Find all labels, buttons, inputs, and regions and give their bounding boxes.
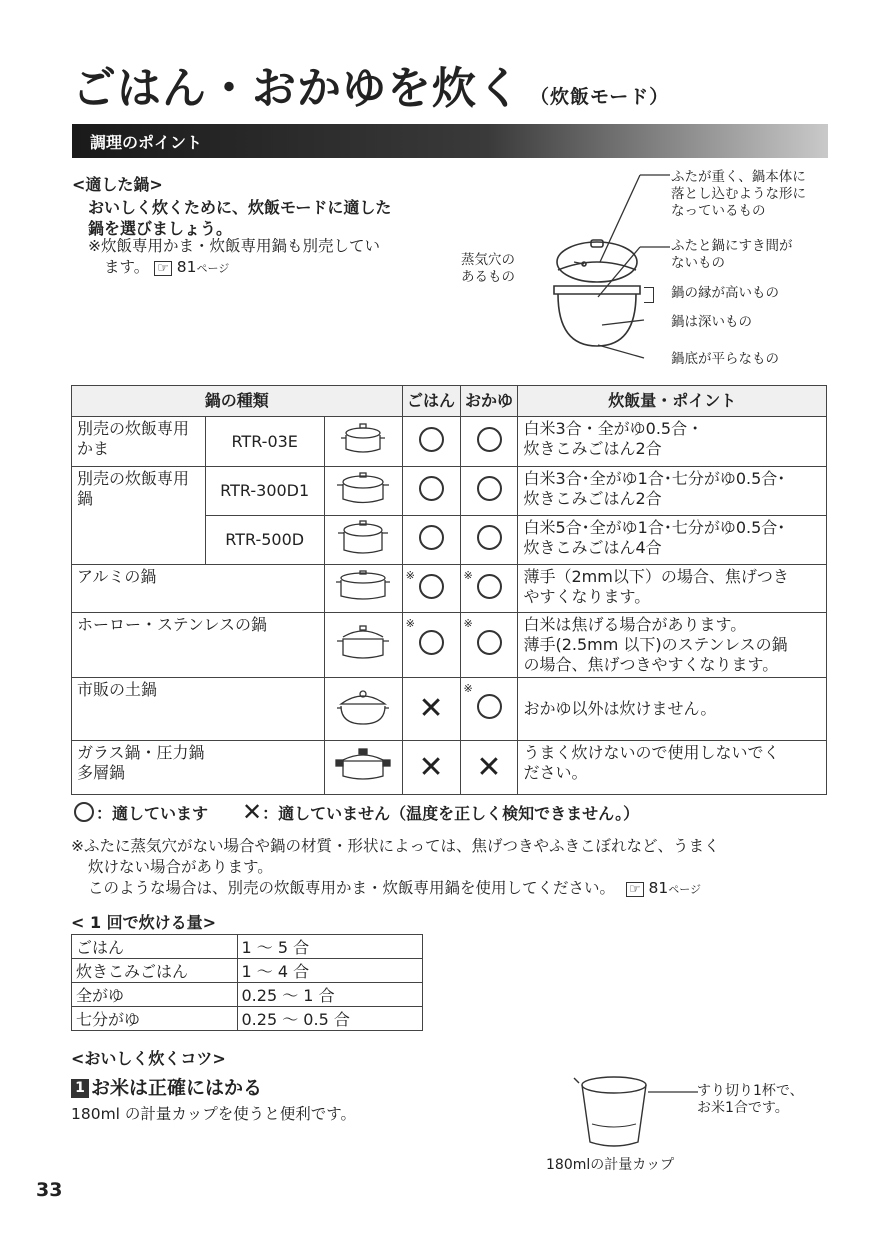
header-porridge: おかゆ xyxy=(460,386,518,417)
table-row xyxy=(72,417,827,467)
porridge-note: ※ xyxy=(463,569,473,582)
points-cell xyxy=(518,741,827,795)
suitable-circle-icon xyxy=(419,574,444,599)
cup-label-line-1: すり切り1杯で、 xyxy=(697,1083,804,1099)
label-steam-hole-line-1: 蒸気穴の xyxy=(461,252,515,268)
capacity-amount: 1 ～ 5 合 xyxy=(237,935,423,959)
pressure-pot-icon xyxy=(333,746,393,784)
table-row xyxy=(72,613,827,678)
label-steam-hole xyxy=(461,252,515,286)
suitable-pot-lead-2: 鍋を選びましょう。 xyxy=(88,219,233,238)
suitable-pot-note-2 xyxy=(104,257,229,279)
capacity-name: 七分がゆ xyxy=(72,1007,238,1031)
suitable-circle-icon xyxy=(419,476,444,501)
table-row xyxy=(72,565,827,613)
pot-image-cell xyxy=(324,678,402,741)
points-line-2: 炊きこみごはん2合 xyxy=(523,439,662,458)
capacity-name: ごはん xyxy=(72,935,238,959)
section-bar-label: 調理のポイント xyxy=(90,133,203,152)
points-cell xyxy=(518,467,827,516)
table-row xyxy=(72,1007,423,1031)
legend-circle-icon xyxy=(74,802,94,822)
capacity-amount: 0.25 ～ 0.5 合 xyxy=(237,1007,423,1031)
suitable-circle-icon xyxy=(477,574,502,599)
label-no-gap-line-1: ふたと鍋にすき間が xyxy=(671,238,793,254)
page-ref-icon: ☞ xyxy=(154,261,172,276)
capacity-name: 全がゆ xyxy=(72,983,238,1007)
suitable-circle-icon xyxy=(477,476,502,501)
page-ref-icon: ☞ xyxy=(626,882,644,897)
suitable-pot-lead-1: おいしく炊くために、炊飯モードに適した xyxy=(88,198,392,217)
model-cell: RTR-500D xyxy=(205,516,324,565)
porridge-mark-cell xyxy=(460,678,518,741)
table-row xyxy=(72,959,423,983)
page-title xyxy=(72,52,669,116)
cup-label-line-2: お米1合です。 xyxy=(697,1100,789,1116)
points-line-1: 薄手（2mm以下）の場合、焦げつき xyxy=(523,567,789,586)
label-heavy-lid xyxy=(671,169,806,220)
points-line-2: やすくなります。 xyxy=(523,587,651,606)
points-line-1: うまく炊けないので使用しないでく xyxy=(523,743,780,762)
rice-pot-icon xyxy=(333,471,393,507)
rice-note: ※ xyxy=(405,617,415,630)
label-heavy-lid-line-2: 落とし込むような形に xyxy=(671,186,806,202)
pot-type-table xyxy=(71,385,827,795)
porridge-mark-cell xyxy=(460,741,518,795)
table-header-row xyxy=(72,386,827,417)
clay-pot-icon xyxy=(333,686,393,728)
tip-step-1 xyxy=(71,1073,262,1100)
pot-type-cell: 市販の土鍋 xyxy=(72,678,325,741)
pot-type-line-1: 別売の炊飯専用 xyxy=(77,419,190,438)
enamel-pot-icon xyxy=(333,623,393,663)
label-no-gap-line-2: ないもの xyxy=(671,255,725,271)
pot-type-line-2: かま xyxy=(77,439,110,458)
capacity-name: 炊きこみごはん xyxy=(72,959,238,983)
points-line-1: おかゆ以外は炊けません。 xyxy=(523,699,717,718)
ref-page-unit: ページ xyxy=(196,262,230,275)
rice-mark-cell xyxy=(402,678,460,741)
ref-page-number: 81 xyxy=(648,879,669,897)
table-row xyxy=(72,678,827,741)
not-suitable-cross-icon: ✕ xyxy=(476,749,502,785)
porridge-note: ※ xyxy=(463,682,473,695)
footnote-line-3 xyxy=(88,878,701,900)
not-suitable-cross-icon: ✕ xyxy=(418,691,444,726)
step-title: お米は正確にはかる xyxy=(91,1077,263,1099)
label-high-rim: 鍋の縁が高いもの xyxy=(671,285,779,301)
pot-image-cell xyxy=(324,467,402,516)
measuring-cup-icon xyxy=(570,1072,700,1154)
points-cell xyxy=(518,678,827,741)
rice-note: ※ xyxy=(405,569,415,582)
legend-suitable: ：適しています xyxy=(96,803,209,823)
porridge-note: ※ xyxy=(463,617,473,630)
points-line-1: 白米5合･全がゆ1合･七分がゆ0.5合･ xyxy=(523,518,786,537)
pot-image-cell xyxy=(324,516,402,565)
header-rice: ごはん xyxy=(402,386,460,417)
porridge-mark-cell xyxy=(460,516,518,565)
points-cell xyxy=(518,565,827,613)
page-title-text: ごはん・おかゆを炊く xyxy=(72,63,522,114)
page-subtitle: （炊飯モード） xyxy=(530,86,670,108)
porridge-mark-cell xyxy=(460,467,518,516)
suitable-circle-icon xyxy=(477,694,502,719)
pot-image-cell xyxy=(324,417,402,467)
note-2-text: ます。 xyxy=(104,258,150,276)
porridge-mark-cell xyxy=(460,565,518,613)
pot-image-cell xyxy=(324,565,402,613)
suitable-circle-icon xyxy=(477,427,502,452)
ref-page-number: 81 xyxy=(176,258,197,276)
suitable-circle-icon xyxy=(419,427,444,452)
footnote-line-1: ※ふたに蒸気穴がない場合や鍋の材質・形状によっては、焦げつきやふきこぼれなど、うまく xyxy=(71,837,720,855)
porridge-mark-cell xyxy=(460,613,518,678)
pot-type-cell xyxy=(72,467,206,565)
rice-mark-cell xyxy=(402,613,460,678)
points-cell xyxy=(518,516,827,565)
tips-heading: <おいしく炊くコツ> xyxy=(71,1049,226,1068)
suitable-pot-note-1: ※炊飯専用かま・炊飯専用鍋も別売してい xyxy=(88,237,380,255)
pot-type-cell: ホーロー・ステンレスの鍋 xyxy=(72,613,325,678)
label-heavy-lid-line-1: ふたが重く、鍋本体に xyxy=(671,169,806,185)
pot-diagram xyxy=(520,170,680,370)
suitable-pot-heading: <適した鍋> xyxy=(72,175,163,194)
points-cell xyxy=(518,613,827,678)
rice-mark-cell xyxy=(402,565,460,613)
pot-type-cell xyxy=(72,417,206,467)
points-line-3: の場合、焦げつきやすくなります。 xyxy=(523,655,779,674)
pot-image-cell xyxy=(324,741,402,795)
rice-mark-cell xyxy=(402,741,460,795)
rice-mark-cell xyxy=(402,417,460,467)
header-pot-type: 鍋の種類 xyxy=(72,386,403,417)
pot-type-line-1: 別売の炊飯専用 xyxy=(77,469,190,488)
capacity-amount: 1 ～ 4 合 xyxy=(237,959,423,983)
suitable-circle-icon xyxy=(477,525,502,550)
points-line-2: 炊きこみごはん2合 xyxy=(523,489,662,508)
points-line-2: ださい。 xyxy=(523,763,588,782)
legend-not-suitable: ：適していません（温度を正しく検知できません。） xyxy=(262,803,640,823)
label-flat-bottom: 鍋底が平らなもの xyxy=(671,351,779,367)
rice-mark-cell xyxy=(402,516,460,565)
pot-image-cell xyxy=(324,613,402,678)
table-row xyxy=(72,983,423,1007)
footnote-line-2: 炊けない場合があります。 xyxy=(88,858,273,876)
porridge-mark-cell xyxy=(460,417,518,467)
points-line-1: 白米3合･全がゆ1合･七分がゆ0.5合･ xyxy=(523,469,786,488)
header-points: 炊飯量・ポイント xyxy=(518,386,827,417)
pot-type-line-2: 多層鍋 xyxy=(77,763,126,782)
points-line-2: 炊きこみごはん4合 xyxy=(523,538,662,557)
points-cell xyxy=(518,417,827,467)
label-heavy-lid-line-3: なっているもの xyxy=(671,203,766,219)
rice-mark-cell xyxy=(402,467,460,516)
pot-illustration-icon xyxy=(554,240,640,346)
aluminum-pot-icon xyxy=(333,568,393,604)
points-line-1: 白米3合・全がゆ0.5合・ xyxy=(523,419,704,438)
table-row xyxy=(72,467,827,516)
page-number: 33 xyxy=(36,1179,63,1201)
suitable-circle-icon xyxy=(477,630,502,655)
legend-cross-icon: ✕ xyxy=(242,798,263,826)
capacity-heading: < 1 回で炊ける量> xyxy=(71,913,217,932)
ref-page-unit: ページ xyxy=(668,883,702,896)
pot-type-cell xyxy=(72,741,325,795)
suitable-circle-icon xyxy=(419,630,444,655)
step-number-badge: 1 xyxy=(71,1079,89,1098)
rice-kettle-icon xyxy=(333,421,393,457)
label-steam-hole-line-2: あるもの xyxy=(461,269,515,285)
suitable-circle-icon xyxy=(419,525,444,550)
capacity-table xyxy=(71,934,423,1031)
pot-type-cell: アルミの鍋 xyxy=(72,565,325,613)
label-no-gap xyxy=(671,238,793,272)
pot-type-line-2: 鍋 xyxy=(77,489,94,508)
model-cell: RTR-03E xyxy=(205,417,324,467)
pot-type-line-1: ガラス鍋・圧力鍋 xyxy=(77,743,205,762)
not-suitable-cross-icon: ✕ xyxy=(418,749,444,785)
legend xyxy=(74,797,639,827)
cup-label xyxy=(697,1083,804,1117)
rim-bracket xyxy=(644,287,654,303)
rice-pot-large-icon xyxy=(333,520,393,556)
table-row xyxy=(72,935,423,959)
points-line-2: 薄手(2.5mm 以下)のステンレスの鍋 xyxy=(523,635,788,654)
cup-caption: 180mlの計量カップ xyxy=(546,1157,675,1173)
footnote-line-3-text: このような場合は、別売の炊飯専用かま・炊飯専用鍋を使用してください。 xyxy=(88,879,616,897)
model-cell: RTR-300D1 xyxy=(205,467,324,516)
capacity-amount: 0.25 ～ 1 合 xyxy=(237,983,423,1007)
step-body: 180ml の計量カップを使うと便利です。 xyxy=(71,1105,357,1123)
points-line-1: 白米は焦げる場合があります。 xyxy=(523,615,747,634)
table-row xyxy=(72,741,827,795)
label-deep: 鍋は深いもの xyxy=(671,314,752,330)
section-bar xyxy=(72,124,828,158)
